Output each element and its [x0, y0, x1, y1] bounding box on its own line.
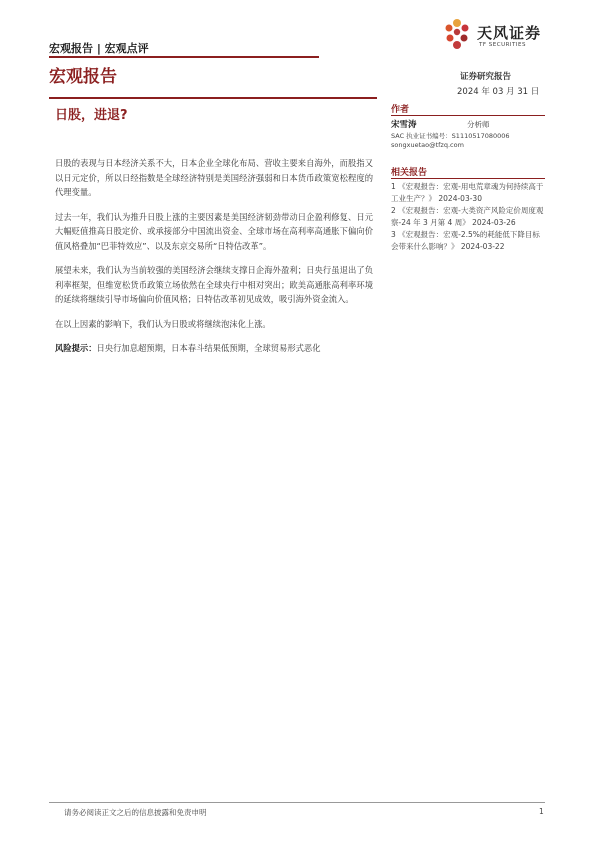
logo-text-cn: 天风证券: [477, 24, 542, 42]
footer-disclaimer: 请务必阅读正文之后的信息披露和免责申明: [64, 808, 207, 817]
risk-note: [55, 341, 373, 356]
logo-mark-icon: [441, 18, 473, 52]
risk-text: 日央行加息超预期，日本春斗结果低预期，全球贸易形式恶化: [96, 343, 321, 353]
related-report-link[interactable]: 2 《宏观报告：宏观-大类资产风险定价周度观察-24 年 3 月第 4 周》 2024-03-26: [391, 206, 544, 227]
author-sac-number: SAC 执业证书编号：S1110517080006: [391, 132, 510, 140]
footer-rule: [49, 802, 545, 803]
body-paragraph: 在以上因素的影响下，我们认为日股或将继续泡沫化上涨。: [55, 318, 271, 329]
author-heading: 作者: [391, 105, 410, 115]
risk-label: 风险提示：: [55, 343, 97, 353]
author-role: 分析师: [467, 120, 490, 129]
related-rule: [391, 178, 545, 179]
author-email[interactable]: songxuetao@tfzq.com: [391, 141, 464, 149]
logo-text-en: TF SECURITIES: [479, 42, 526, 48]
header-rule: [49, 56, 319, 58]
author-name: 宋雪涛: [391, 120, 417, 130]
company-logo: [441, 18, 551, 58]
page-number: 1: [539, 807, 544, 816]
related-report-link[interactable]: 1 《宏观报告：宏观-用电荒章魂为何持续高于工业生产？》 2024-03-30: [391, 182, 544, 203]
report-title: 日股，进退?: [55, 108, 128, 123]
related-heading: 相关报告: [391, 168, 428, 178]
related-reports-list: [391, 181, 545, 253]
body-paragraph: 过去一年，我们认为推升日股上涨的主要因素是美国经济韧劲带动日企盈利修复、日元大幅贬值推高日股定价、或承接部分中国流出资金、全球市场在高利率高通胀下偏向价值风格叠加“巴菲特效应”、以及东京交易所“日特估改革”。: [55, 211, 373, 251]
report-category: 宏观报告 | 宏观点评: [49, 42, 149, 55]
body-paragraph: 日股的表现与日本经济关系不大，日本企业全球化布局、营收主要来自海外，而股指又以日元定价，所以日经指数是全球经济特别是美国经济强弱和日本货币政策宽松程度的代理变量。: [55, 158, 373, 197]
report-type: 宏观报告: [49, 67, 117, 87]
author-rule: [391, 115, 545, 116]
report-subtype: 证券研究报告: [460, 72, 512, 82]
main-body: [55, 156, 373, 366]
body-paragraph: 展望未来，我们认为当前较强的美国经济会继续支撑日企海外盈利；日央行虽退出了负利率框架，但维宽松货币政策立场依然在全球央行中相对突出；欧美高通胀高利率环境的延续将继续引导市场偏向价值风格；日特估改革初见成效，吸引海外资金流入。: [55, 265, 373, 304]
related-report-link[interactable]: 3 《宏观报告：宏观-2.5%的耗能低下降目标会带来什么影响？》 2024-03-22: [391, 230, 540, 251]
report-date: 2024 年 03 月 31 日: [457, 87, 540, 97]
title-rule: [49, 97, 377, 99]
